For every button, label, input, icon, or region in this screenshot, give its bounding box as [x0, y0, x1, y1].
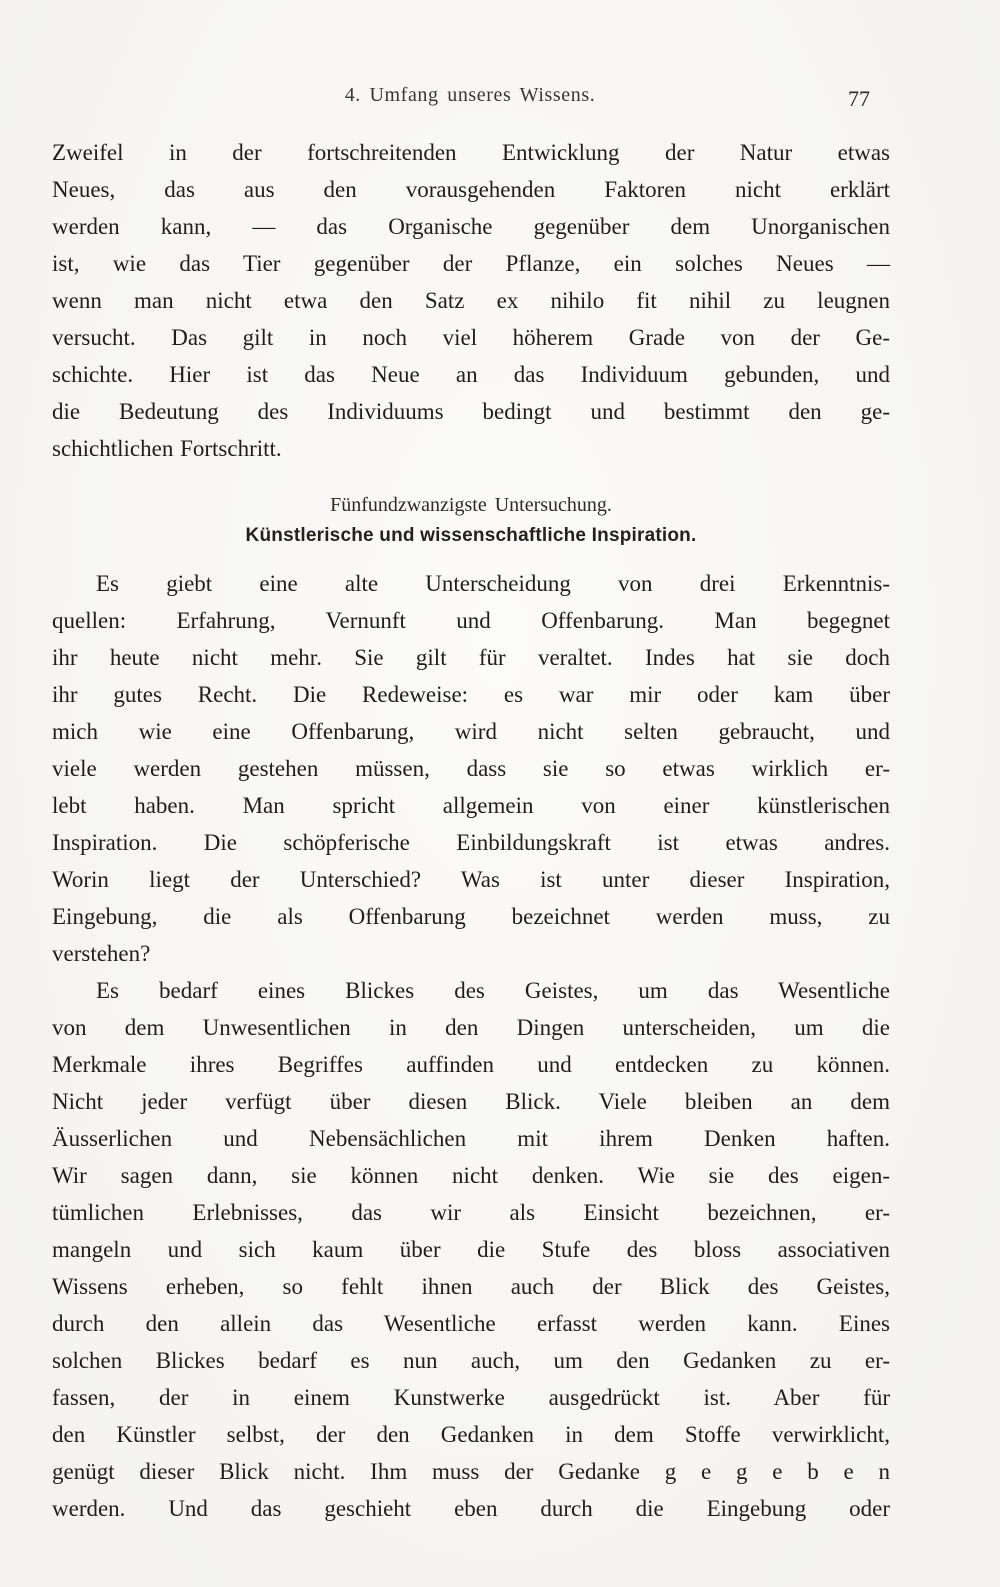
text-line: Inspiration. Die schöpferische Einbildungskraft ist etwas andres.: [52, 830, 890, 855]
text-line: Neues, das aus den vorausgehenden Faktoren nicht erklärt: [52, 177, 890, 202]
text-line: Eingebung, die als Offenbarung bezeichnet werden muss, zu: [52, 904, 890, 929]
text-line: werden. Und das geschieht eben durch die Eingebung oder: [52, 1496, 890, 1521]
text-line: Es giebt eine alte Unterscheidung von drei Erkenntnis-: [96, 571, 890, 596]
paragraph-continuation: [52, 134, 890, 467]
text-line: lebt haben. Man spricht allgemein von einer künstlerischen: [52, 793, 890, 818]
text-line: Zweifel in der fortschreitenden Entwicklung der Natur etwas: [52, 140, 890, 165]
text-line: mangeln und sich kaum über die Stufe des bloss associativen: [52, 1237, 890, 1262]
text-line: tümlichen Erlebnisses, das wir als Einsicht bezeichnen, er-: [52, 1200, 890, 1225]
text-line: Es bedarf eines Blickes des Geistes, um das Wesentliche: [96, 978, 890, 1003]
text-line: ihr gutes Recht. Die Redeweise: es war mir oder kam über: [52, 682, 890, 707]
text-line: fassen, der in einem Kunstwerke ausgedrückt ist. Aber für: [52, 1385, 890, 1410]
text-line: Äusserlichen und Nebensächlichen mit ihrem Denken haften.: [52, 1126, 890, 1151]
text-line: durch den allein das Wesentliche erfasst werden kann. Eines: [52, 1311, 890, 1336]
text-line: Wissens erheben, so fehlt ihnen auch der Blick des Geistes,: [52, 1274, 890, 1299]
text-line: von dem Unwesentlichen in den Dingen unterscheiden, um die: [52, 1015, 890, 1040]
text-line: ist, wie das Tier gegenüber der Pflanze, ein solches Neues —: [52, 251, 890, 276]
text-line: quellen: Erfahrung, Vernunft und Offenbarung. Man begegnet: [52, 608, 890, 633]
running-header-title: 4. Umfang unseres Wissens.: [344, 84, 596, 106]
text-line: viele werden gestehen müssen, dass sie so etwas wirklich er-: [52, 756, 890, 781]
text-line: wenn man nicht etwa den Satz ex nihilo fit nihil zu leugnen: [52, 288, 890, 313]
section-title: Künstlerische und wissenschaftliche Inspiration.: [245, 525, 697, 546]
text-line: schichtlichen Fortschritt.: [52, 436, 282, 461]
running-header: [52, 84, 888, 114]
text-line: verstehen?: [52, 941, 151, 966]
text-line: werden kann, — das Organische gegenüber dem Unorganischen: [52, 214, 890, 239]
page-body: [52, 134, 890, 1527]
text-line: schichte. Hier ist das Neue an das Individuum gebunden, und: [52, 362, 890, 387]
text-line: mich wie eine Offenbarung, wird nicht selten gebraucht, und: [52, 719, 890, 744]
text-line: Nicht jeder verfügt über diesen Blick. Viele bleiben an dem: [52, 1089, 890, 1114]
paragraph-blick-des-geistes: [52, 972, 890, 1527]
text-line: versucht. Das gilt in noch viel höherem Grade von der Ge-: [52, 325, 890, 350]
text-line: die Bedeutung des Individuums bedingt und bestimmt den ge-: [52, 399, 890, 424]
text-line: Wir sagen dann, sie können nicht denken. Wie sie des eigen-: [52, 1163, 890, 1188]
text-line: solchen Blickes bedarf es nun auch, um den Gedanken zu er-: [52, 1348, 890, 1373]
text-line: Worin liegt der Unterschied? Was ist unter dieser Inspiration,: [52, 867, 890, 892]
text-line: Merkmale ihres Begriffes auffinden und entdecken zu können.: [52, 1052, 890, 1077]
text-line: ihr heute nicht mehr. Sie gilt für veraltet. Indes hat sie doch: [52, 645, 890, 670]
section-subtitle: Fünfundzwanzigste Untersuchung.: [330, 494, 612, 516]
section-heading: [52, 489, 890, 551]
text-line: den Künstler selbst, der den Gedanken in dem Stoffe verwirklicht,: [52, 1422, 890, 1447]
paragraph-erkenntnisquellen: [52, 565, 890, 972]
text-line: genügt dieser Blick nicht. Ihm muss der Gedanke g e g e b e n: [52, 1459, 890, 1484]
page-number: 77: [848, 86, 870, 111]
